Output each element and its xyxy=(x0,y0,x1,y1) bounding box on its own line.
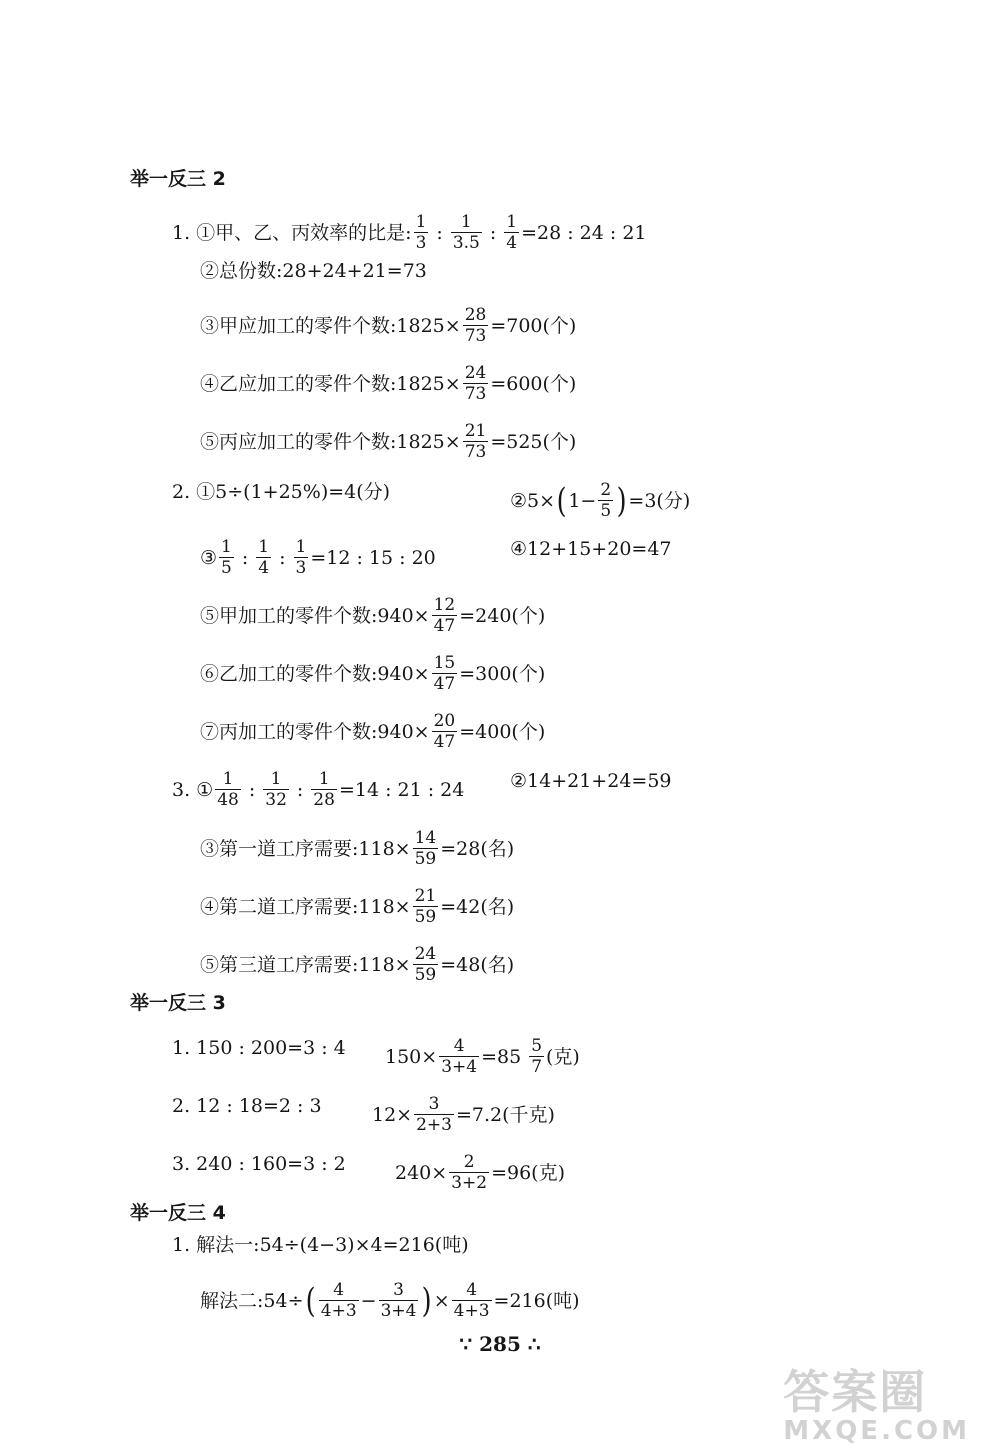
text: =85 xyxy=(481,1045,522,1068)
text: ④第二道工序需要:118× xyxy=(200,895,411,918)
section-heading-2: 举一反三 2 xyxy=(130,168,226,190)
result: =28 : 24 : 21 xyxy=(521,221,647,244)
text: 150× xyxy=(385,1045,438,1068)
fraction: $\frac{4}{4+3}$ xyxy=(320,1280,357,1321)
text: ⑤丙应加工的零件个数:1825× xyxy=(200,430,461,453)
fraction: $\frac{1}{4}$ xyxy=(506,212,518,253)
problem-3-step2-line xyxy=(200,886,514,927)
page-number-value: 285 xyxy=(479,1332,521,1356)
separator: : xyxy=(489,221,497,244)
fraction: $\frac{3}{3+4}$ xyxy=(380,1280,417,1321)
text: 240× xyxy=(395,1161,448,1184)
fraction: $\frac{1}{3}$ xyxy=(415,212,427,253)
separator: : xyxy=(296,778,304,801)
text: ⑥乙加工的零件个数:940× xyxy=(200,662,430,685)
problem-2-line-a: 2. ①5÷(1+25%)=4(分) xyxy=(172,481,391,503)
text: ③甲应加工的零件个数:1825× xyxy=(200,314,461,337)
fraction: $\frac{24}{59}$ xyxy=(414,944,437,985)
fraction: $\frac{14}{59}$ xyxy=(414,828,437,869)
fraction: $\frac{20}{47}$ xyxy=(433,711,456,752)
unit: (克) xyxy=(546,1045,580,1068)
text: 1− xyxy=(568,489,597,512)
text: ②5× xyxy=(510,489,556,512)
fraction: $\frac{1}{5}$ xyxy=(221,537,232,578)
fraction: $\frac{21}{73}$ xyxy=(464,421,487,462)
text: ③ xyxy=(200,546,218,569)
result: =3(分) xyxy=(628,489,691,512)
paren-open: ( xyxy=(556,480,567,521)
result: =525(个) xyxy=(490,430,577,453)
s3-problem-3-ratio: 3. 240 : 160=3 : 2 xyxy=(172,1153,346,1175)
section-heading-3: 举一反三 3 xyxy=(130,992,226,1014)
fraction: $\frac{21}{59}$ xyxy=(414,886,437,927)
fraction: $\frac{4}{4+3}$ xyxy=(453,1280,490,1321)
text: 解法二:54÷ xyxy=(200,1289,304,1312)
result: =600(个) xyxy=(490,372,577,395)
text: ④乙应加工的零件个数:1825× xyxy=(200,372,461,395)
problem-3-step1-line xyxy=(200,828,514,869)
fraction: $\frac{15}{47}$ xyxy=(433,653,456,694)
paren-close: ) xyxy=(422,1280,433,1321)
result: =96(克) xyxy=(491,1161,566,1184)
problem-3-sum-line: ②14+21+24=59 xyxy=(510,770,672,792)
s3-problem-3-calc xyxy=(395,1152,565,1193)
separator: : xyxy=(279,546,286,569)
problem-2-yi-line xyxy=(200,653,545,694)
fraction: $\frac{4}{3+4}$ xyxy=(441,1036,478,1077)
problem-1-bing-line xyxy=(200,421,576,462)
fraction: $\frac{12}{47}$ xyxy=(433,595,456,636)
problem-2-sum-line: ④12+15+20=47 xyxy=(510,538,672,560)
s4-solution-2 xyxy=(200,1280,580,1321)
separator: : xyxy=(248,778,256,801)
fraction: $\frac{1}{32}$ xyxy=(265,769,287,810)
watermark-text-cn: 答案圈 xyxy=(783,1365,928,1419)
s3-problem-1-ratio: 1. 150 : 200=3 : 4 xyxy=(172,1037,346,1059)
text: ⑦丙加工的零件个数:940× xyxy=(200,720,430,743)
result: =48(名) xyxy=(440,953,515,976)
result: =700(个) xyxy=(490,314,577,337)
s3-problem-2-calc xyxy=(372,1094,555,1135)
fraction: $\frac{24}{73}$ xyxy=(464,363,487,404)
fraction: $\frac{1}{4}$ xyxy=(258,537,270,578)
problem-1-ratio-line xyxy=(172,212,647,253)
s4-solution-1: 1. 解法一:54÷(4−3)×4=216(吨) xyxy=(172,1234,469,1256)
problem-1-jia-line xyxy=(200,305,576,346)
problem-3-ratio-line xyxy=(172,769,464,810)
page-number xyxy=(0,1332,1000,1356)
problem-1-total-line: ②总份数:28+24+21=73 xyxy=(200,260,427,282)
fraction: $\frac{5}{7}$ xyxy=(531,1036,543,1077)
fraction: $\frac{28}{73}$ xyxy=(464,305,487,346)
result: =28(名) xyxy=(440,837,515,860)
result: =12 : 15 : 20 xyxy=(310,546,436,569)
s3-problem-1-calc xyxy=(385,1036,580,1077)
text: 1. ①甲、乙、丙效率的比是: xyxy=(172,221,412,244)
problem-2-line-b xyxy=(510,480,690,521)
problem-1-yi-line xyxy=(200,363,576,404)
fraction: $\frac{1}{48}$ xyxy=(217,769,239,810)
operator: × xyxy=(433,1289,450,1312)
text: 12× xyxy=(372,1103,413,1126)
separator: : xyxy=(241,546,249,569)
dots-right: ∴ xyxy=(527,1332,541,1356)
fraction: $\frac{2}{3+2}$ xyxy=(451,1152,488,1193)
separator: : xyxy=(436,221,443,244)
fraction: $\frac{1}{28}$ xyxy=(313,769,335,810)
result: =216(吨) xyxy=(493,1289,580,1312)
result: =300(个) xyxy=(459,662,546,685)
fraction: $\frac{3}{2+3}$ xyxy=(416,1094,452,1135)
result: =400(个) xyxy=(459,720,546,743)
result: =42(名) xyxy=(440,895,515,918)
fraction: $\frac{1}{3.5}$ xyxy=(452,212,480,253)
result: =240(个) xyxy=(459,604,546,627)
operator: − xyxy=(360,1289,377,1312)
text: ⑤第三道工序需要:118× xyxy=(200,953,411,976)
dots-left: ∵ xyxy=(459,1332,473,1356)
result: =14 : 21 : 24 xyxy=(338,778,465,801)
problem-2-jia-line xyxy=(200,595,545,636)
result: =7.2(千克) xyxy=(456,1103,555,1126)
problem-2-bing-line xyxy=(200,711,545,752)
text: 3. ① xyxy=(172,778,214,801)
watermark-logo xyxy=(783,1356,970,1446)
s3-problem-2-ratio: 2. 12 : 18=2 : 3 xyxy=(172,1095,322,1117)
problem-3-step3-line xyxy=(200,944,514,985)
text: ⑤甲加工的零件个数:940× xyxy=(200,604,430,627)
paren-close: ) xyxy=(616,480,627,521)
fraction: $\frac{1}{3}$ xyxy=(295,537,307,578)
fraction: $\frac{2}{5}$ xyxy=(600,480,612,521)
text: ③第一道工序需要:118× xyxy=(200,837,411,860)
watermark-text-en: MXQE.COM xyxy=(783,1416,970,1446)
section-heading-4: 举一反三 4 xyxy=(130,1202,226,1224)
paren-open: ( xyxy=(305,1280,316,1321)
problem-2-ratio-line xyxy=(200,537,436,578)
